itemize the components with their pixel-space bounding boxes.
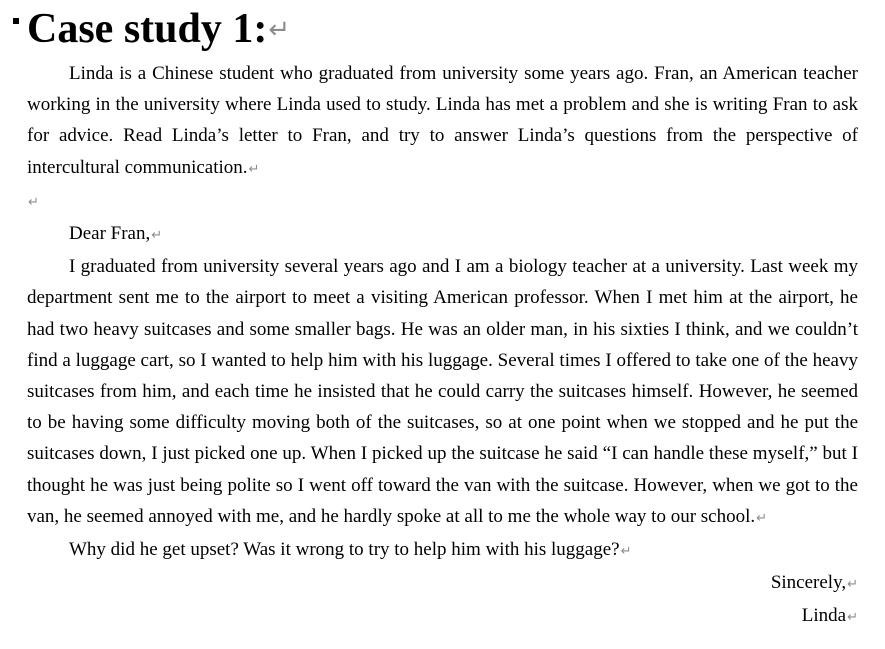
empty-paragraph: [27, 185, 858, 218]
intro-paragraph: [27, 58, 858, 185]
closing-text: Sincerely,: [770, 572, 847, 594]
case-study-heading: [27, 0, 858, 58]
signature-text: Linda: [801, 605, 847, 627]
paragraph-mark-icon: ↵: [28, 194, 39, 210]
heading-bullet-marker: [13, 18, 19, 24]
document-page: [27, 0, 858, 634]
letter-closing: [27, 567, 858, 600]
paragraph-mark-icon: ↵: [151, 228, 163, 244]
letter-question-paragraph: [27, 534, 858, 567]
salutation-text: Dear Fran,: [69, 223, 151, 245]
paragraph-mark-icon: ↵: [847, 610, 858, 626]
letter-body-text: I graduated from university several years ago and I am a biology teacher at a university. Last week my department sent me to the airport to meet a visiting American professor. When I met him at the airport, he had two heavy suitcases and some smaller bags. He was an older man, in his sixties I think, and we couldn’t find a luggage cart, so I wanted to help him with his luggage. Several times I offered to take one of the heavy suitcases from him, and each time he insisted that he could carry the suitcases himself. However, he seemed to be having some difficulty moving both of the suitcases, so at one point when we stopped and he put the suitcases down, I just picked one up. When I picked up the suitcase he said “I can handle these myself,” but I thought he was just being polite so I went off toward the van with the suitcase. However, when we got to the van, he seemed annoyed with me, and he hardly spoke at all to me the whole way to our school.: [27, 256, 858, 527]
paragraph-mark-icon: ↵: [847, 577, 858, 593]
paragraph-mark-icon: ↵: [620, 544, 632, 560]
letter-question-text: Why did he get upset? Was it wrong to try to help him with his luggage?: [69, 539, 620, 561]
letter-signature: [27, 600, 858, 633]
paragraph-mark-icon: ↵: [248, 161, 260, 177]
paragraph-mark-icon: ↵: [756, 510, 768, 526]
letter-salutation: [27, 218, 858, 251]
intro-text: Linda is a Chinese student who graduated from university some years ago. Fran, an American teacher working in the university where Linda used to study. Linda has met a problem and she is writing Fran to ask for advice. Read Linda’s letter to Fran, and try to answer Linda’s questions from the perspective of intercultural communication.: [27, 63, 858, 178]
heading-text: Case study 1:: [27, 6, 268, 52]
letter-body-paragraph: [27, 251, 858, 534]
paragraph-mark-icon: ↵: [268, 15, 291, 45]
